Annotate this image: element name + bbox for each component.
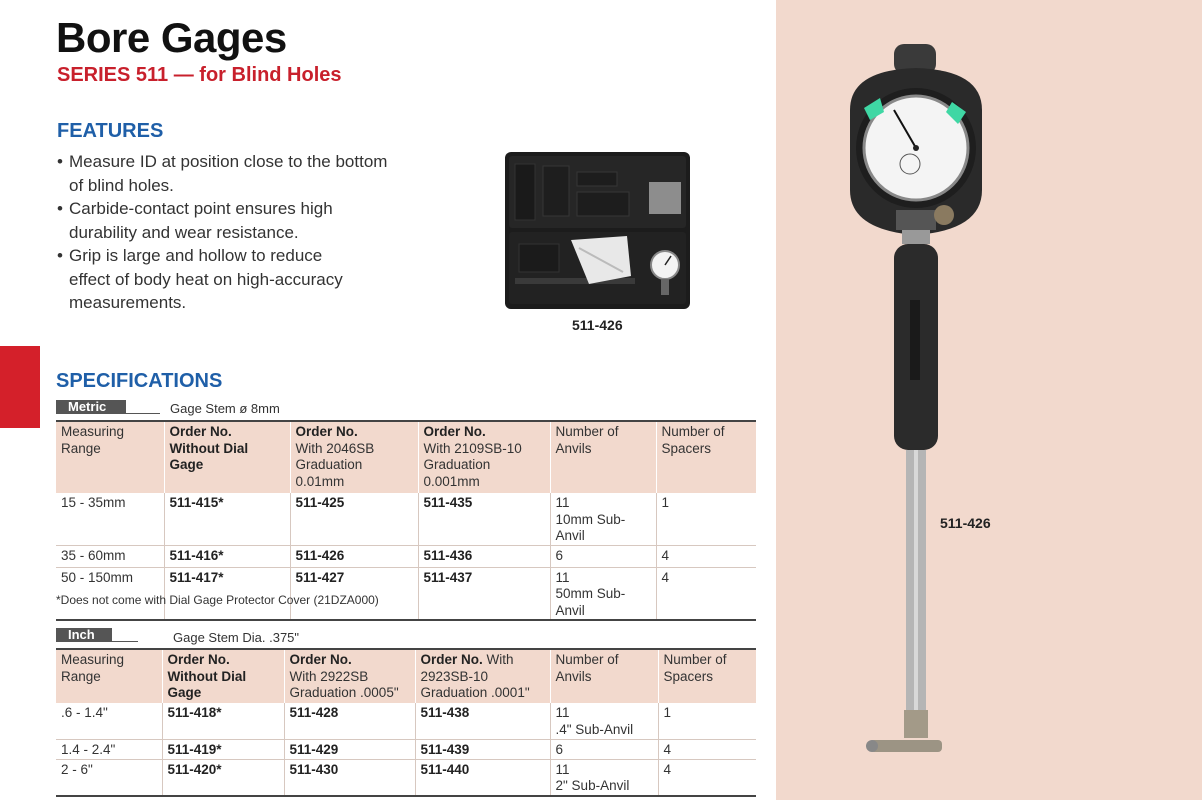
cell-value: 511-435 — [423, 495, 473, 510]
feature-text: Grip is large and hollow to reduce — [69, 246, 323, 265]
column-header-title: Order No. — [423, 424, 486, 439]
table-cell — [656, 545, 756, 567]
cell-value: 11 — [555, 569, 570, 585]
cell-value: 10mm Sub-Anvil — [555, 511, 626, 543]
feature-text: of blind holes. — [69, 175, 174, 195]
table-cell — [658, 739, 756, 759]
metric-spec-table — [56, 420, 756, 621]
column-header — [162, 649, 284, 703]
cell-value: 50mm Sub-Anvil — [555, 586, 626, 618]
cell-value: 4 — [661, 569, 670, 585]
column-header-text: Spacers — [663, 668, 714, 684]
table-cell — [284, 739, 415, 759]
table-cell — [418, 545, 550, 567]
column-header — [550, 649, 658, 703]
column-header — [656, 421, 756, 493]
cell-value: 511-437 — [423, 569, 473, 585]
table-row — [56, 493, 756, 545]
column-header-text: Number of — [663, 652, 727, 667]
cell-value: 11 — [555, 705, 570, 720]
cell-value: 1.4 - 2.4" — [61, 741, 116, 757]
table-cell — [656, 567, 756, 620]
cell-value: 11 — [555, 495, 570, 510]
cell-value: 511-419* — [167, 741, 222, 757]
table-cell — [550, 739, 658, 759]
table-cell — [162, 739, 284, 759]
inch-label: Inch — [56, 628, 112, 642]
table-cell — [56, 493, 164, 545]
cell-value: 511-426 — [295, 547, 345, 563]
metric-label: Metric — [56, 400, 126, 414]
cell-value: 511-438 — [420, 705, 470, 720]
column-header — [415, 649, 550, 703]
gage-photo-caption: 511-426 — [940, 515, 991, 531]
column-header-text: Graduation 0.01mm — [295, 457, 363, 489]
table-cell — [284, 703, 415, 739]
cell-value: .4" Sub-Anvil — [555, 721, 634, 737]
column-header — [56, 421, 164, 493]
column-header-text: Measuring Range — [61, 652, 125, 684]
section-tab-marker — [0, 346, 40, 428]
cell-value: 511-428 — [289, 705, 339, 720]
table-cell — [415, 739, 550, 759]
cell-value: 511-430 — [289, 761, 339, 777]
table-cell — [164, 493, 290, 545]
feature-text: Carbide-contact point ensures high — [69, 199, 333, 218]
bore-gage-product-photo — [836, 40, 996, 760]
cell-value: 511-417* — [169, 569, 224, 585]
cell-value: 511-427 — [295, 569, 345, 585]
column-header-text: With 2109SB-10 — [423, 440, 522, 456]
table-cell — [658, 703, 756, 739]
column-header — [56, 649, 162, 703]
table-cell — [550, 545, 656, 567]
table-cell — [56, 545, 164, 567]
inch-stem-note: Gage Stem Dia. .375" — [173, 630, 300, 645]
feature-text: measurements. — [69, 293, 187, 312]
features-list — [57, 150, 417, 315]
inch-label-rule — [112, 641, 138, 642]
table-cell — [415, 703, 550, 739]
table-cell — [162, 703, 284, 739]
table-cell — [550, 759, 658, 796]
cell-value: 1 — [661, 495, 670, 510]
cell-value: 511-440 — [420, 761, 470, 777]
cell-value: 511-425 — [295, 495, 345, 510]
column-header-title: Order No. — [167, 652, 230, 667]
table-cell — [290, 493, 418, 545]
feature-text: durability and wear resistance. — [69, 222, 299, 242]
column-header-text: Number of Anvils — [555, 424, 619, 456]
table-cell — [162, 759, 284, 796]
column-header-text: Graduation .0005" — [289, 685, 399, 700]
table-cell — [550, 567, 656, 620]
cell-value: 4 — [663, 741, 672, 757]
specifications-heading: SPECIFICATIONS — [56, 370, 223, 392]
cell-value: 11 — [555, 761, 570, 777]
table-cell — [550, 703, 658, 739]
table-row — [56, 739, 756, 759]
page-subtitle: SERIES 511 — for Blind Holes — [57, 64, 342, 86]
feature-text: Measure ID at position close to the bottom — [69, 152, 388, 171]
column-header-text: Measuring Range — [61, 424, 125, 456]
table-cell — [418, 567, 550, 620]
table-cell — [550, 493, 656, 545]
cell-value: 50 - 150mm — [61, 569, 134, 585]
column-header-text: With 2046SB — [295, 440, 375, 456]
metric-footnote: *Does not come with Dial Gage Protector Cover (21DZA000) — [56, 593, 379, 607]
column-header — [658, 649, 756, 703]
table-row — [56, 545, 756, 567]
cell-value: .6 - 1.4" — [61, 705, 108, 720]
column-header-text: With — [482, 652, 514, 667]
column-header-text: Spacers — [661, 440, 712, 456]
column-header — [164, 421, 290, 493]
table-row — [56, 759, 756, 796]
column-header-text: Without Dial Gage — [167, 668, 247, 700]
table-cell — [418, 493, 550, 545]
feature-text: effect of body heat on high-accuracy — [69, 269, 343, 289]
column-header-title: Order No. — [289, 652, 352, 667]
column-header-title: Order No. — [420, 652, 483, 667]
column-header-text: Without Dial Gage — [169, 440, 249, 472]
cell-value: 511-436 — [423, 547, 473, 563]
table-cell — [56, 759, 162, 796]
table-cell — [658, 759, 756, 796]
cell-value: 2" Sub-Anvil — [555, 778, 630, 793]
column-header — [418, 421, 550, 493]
cell-value: 6 — [555, 547, 564, 563]
feature-item — [57, 244, 417, 315]
case-product-photo — [505, 152, 690, 309]
column-header — [550, 421, 656, 493]
cell-value: 15 - 35mm — [61, 495, 126, 510]
inch-spec-table — [56, 648, 756, 797]
table-cell — [164, 545, 290, 567]
column-header-text: Graduation .0001" — [420, 685, 530, 700]
table-cell — [284, 759, 415, 796]
column-header-text: Graduation 0.001mm — [423, 457, 491, 489]
page-title: Bore Gages — [56, 14, 287, 61]
column-header-text: 2923SB-10 — [420, 668, 489, 684]
table-header-row — [56, 421, 756, 493]
metric-label-rule — [126, 413, 160, 414]
cell-value: 511-418* — [167, 705, 222, 720]
table-cell — [56, 703, 162, 739]
cell-value: 511-429 — [289, 741, 339, 757]
table-cell — [415, 759, 550, 796]
metric-stem-note: Gage Stem ø 8mm — [170, 401, 280, 416]
table-row — [56, 703, 756, 739]
feature-item — [57, 197, 417, 244]
cell-value: 511-420* — [167, 761, 222, 777]
feature-item — [57, 150, 417, 197]
case-photo-caption: 511-426 — [572, 317, 623, 333]
cell-value: 511-439 — [420, 741, 470, 757]
cell-value: 6 — [555, 741, 564, 757]
cell-value: 4 — [661, 547, 670, 563]
cell-value: 2 - 6" — [61, 761, 93, 777]
table-cell — [656, 493, 756, 545]
column-header-title: Order No. — [169, 424, 232, 439]
cell-value: 511-415* — [169, 495, 224, 510]
column-header-text: Number of — [661, 424, 725, 439]
table-cell — [56, 739, 162, 759]
table-header-row — [56, 649, 756, 703]
cell-value: 4 — [663, 761, 672, 777]
column-header-title: Order No. — [295, 424, 358, 439]
cell-value: 35 - 60mm — [61, 547, 126, 563]
column-header — [284, 649, 415, 703]
column-header-text: Number of Anvils — [555, 652, 619, 684]
features-heading: FEATURES — [57, 120, 164, 142]
cell-value: 511-416* — [169, 547, 224, 563]
column-header — [290, 421, 418, 493]
table-cell — [290, 545, 418, 567]
column-header-text: With 2922SB — [289, 668, 369, 684]
cell-value: 1 — [663, 705, 672, 720]
